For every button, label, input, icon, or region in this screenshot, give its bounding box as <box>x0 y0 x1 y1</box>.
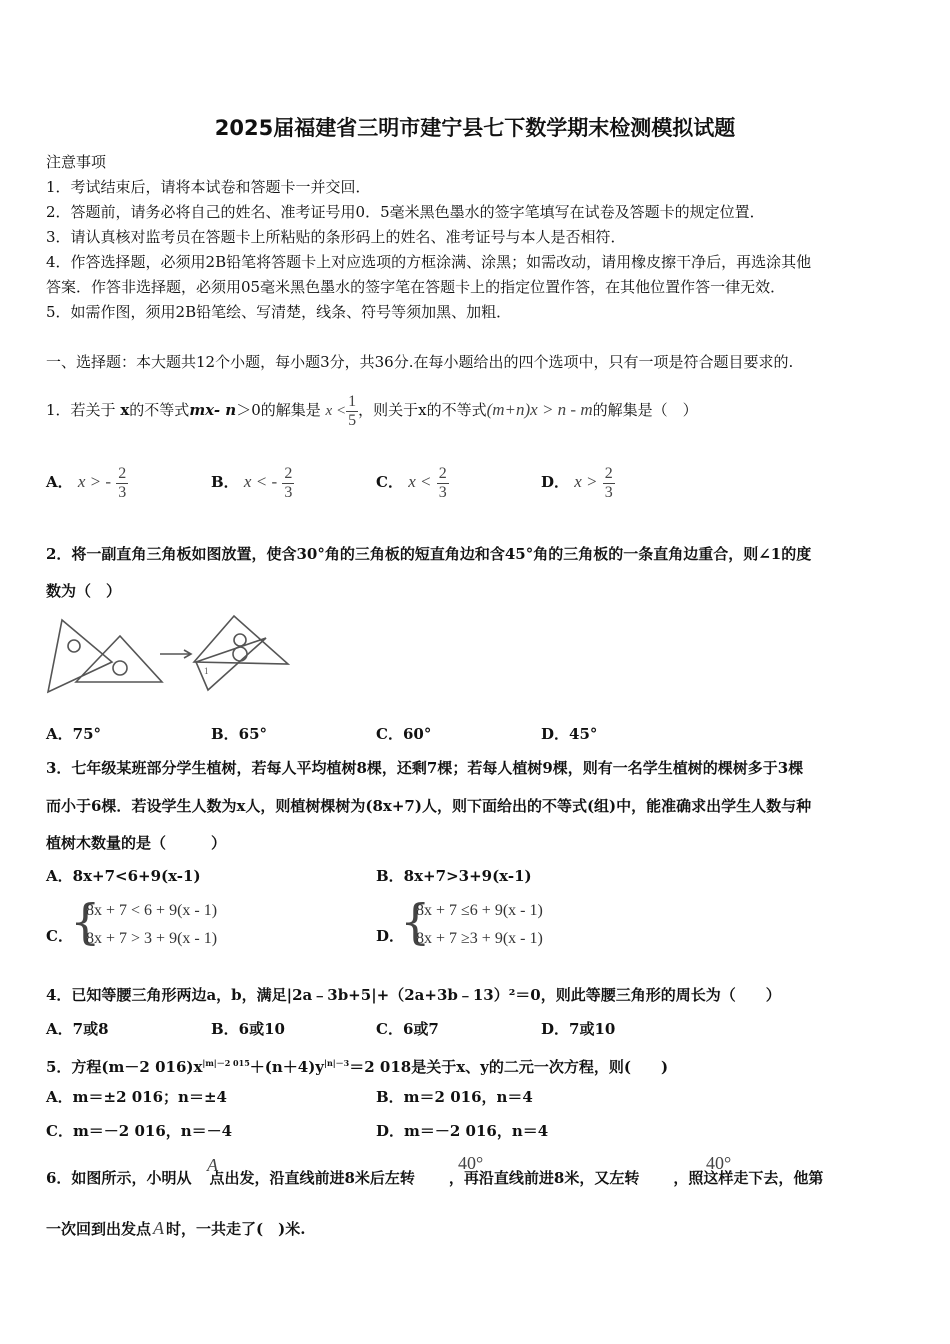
question-4: 4．已知等腰三角形两边a，b，满足|2a﹣3b+5|+（2a+3b﹣13）²＝0，则此等腰三角形的周长为（ ） <box>46 986 781 1004</box>
q6-text: 点出发，沿直线前进8米后左转 <box>209 1169 415 1187</box>
q1-var: x <box>120 401 130 419</box>
option-lhs: x > <box>574 472 598 491</box>
option-lhs: x < - <box>243 472 278 491</box>
q2-option-a[interactable]: A．75° <box>46 725 102 743</box>
notice-item-5: 5．如需作图，须用2B铅笔绘、写清楚，线条、符号等须加黑、加粗． <box>46 303 512 321</box>
angle-40-label: 40° <box>458 1153 484 1173</box>
q6-text: 时，一共走了( )米. <box>166 1220 306 1238</box>
system-row: 8x + 7 < 6 + 9(x - 1) <box>86 902 218 919</box>
system-row: 8x + 7 ≥3 + 9(x - 1) <box>416 930 543 947</box>
option-label: B． <box>211 473 239 491</box>
q5-option-b[interactable]: B．m＝2 016，n＝4 <box>376 1088 533 1106</box>
fraction-numerator: 2 <box>284 464 293 482</box>
q6-text: 一次回到出发点 <box>46 1220 152 1238</box>
q3-option-d-system[interactable] <box>416 897 543 953</box>
angle-label: 1 <box>204 666 209 676</box>
fraction-denominator: 3 <box>438 483 447 501</box>
section-heading: 一、选择题：本大题共12个小题，每小题3分，共36分.在每小题给出的四个选项中，只有一项是符合题目要求的. <box>46 353 794 371</box>
option-fraction <box>282 465 294 502</box>
q1-text: 若关于 <box>70 401 116 419</box>
triangle-45-right <box>194 616 288 664</box>
q5-option-d[interactable]: D．m＝－2 016，n＝4 <box>376 1122 549 1140</box>
page-title: 2025届福建省三明市建宁县七下数学期末检测模拟试题 <box>214 116 736 140</box>
notice-item-4: 4．作答选择题，必须用2B铅笔将答题卡上对应选项的方框涂满、涂黑；如需改动，请用橡皮擦干净后，再选涂其他 <box>46 253 812 271</box>
q5-exponent: |m|－2 015 <box>202 1058 250 1068</box>
question-3-line-2: 而小于6棵．若设学生人数为x人，则植树棵树为(8x+7)人，则下面给出的不等式(组)中，能准确求出学生人数与种 <box>46 797 812 815</box>
triangle-hole <box>113 661 127 675</box>
brace-icon: { <box>70 894 101 950</box>
q3-option-a[interactable]: A．8x+7<6+9(x-1) <box>46 867 201 885</box>
question-1 <box>46 390 698 430</box>
q4-option-b[interactable]: B．6或10 <box>211 1020 285 1038</box>
q2-option-b[interactable]: B．65° <box>211 725 268 743</box>
q1-number: 1． <box>46 401 71 419</box>
q1-text: ＞0的解集是 <box>236 401 321 419</box>
question-3-line-1: 3．七年级某班部分学生植树，若每人平均植树8棵，还剩7棵；若每人植树9棵，则有一名学生植树的棵树多于3棵 <box>46 759 804 777</box>
q4-option-c[interactable]: C．6或7 <box>376 1020 439 1038</box>
q3-option-c-label[interactable]: C． <box>46 927 73 945</box>
q2-triangle-figure <box>44 610 294 700</box>
option-fraction <box>437 465 449 502</box>
q1-expr: mx- n <box>189 401 237 419</box>
option-lhs: x > - <box>77 472 112 491</box>
question-2-line-2: 数为（ ） <box>46 582 122 600</box>
q5-text: ＋(n＋4)y <box>249 1058 325 1076</box>
q1-inequality: (m+n)x > n - m <box>486 400 593 419</box>
q5-option-a[interactable]: A．m＝±2 016；n＝±4 <box>46 1088 227 1106</box>
q3-option-d-label[interactable]: D． <box>376 927 405 945</box>
triangle-hole <box>68 640 80 652</box>
option-label: A． <box>46 473 73 491</box>
fraction-numerator: 2 <box>438 464 447 482</box>
option-label: C． <box>376 473 403 491</box>
q6-text: 6．如图所示，小明从 <box>46 1169 192 1187</box>
question-6-line-2 <box>46 1218 305 1239</box>
q5-text: ＝2 018是关于x、y的二元一次方程，则( ) <box>349 1058 669 1076</box>
triangle-hole <box>234 634 246 646</box>
q4-option-d[interactable]: D．7或10 <box>541 1020 616 1038</box>
fraction-denominator: 3 <box>604 483 613 501</box>
q3-option-c-system[interactable] <box>86 897 217 953</box>
brace-icon: { <box>400 894 431 950</box>
fraction-numerator: 2 <box>118 464 127 482</box>
system-row: 8x + 7 ≤6 + 9(x - 1) <box>416 902 543 919</box>
q2-option-c[interactable]: C．60° <box>376 725 432 743</box>
point-a-label: A <box>207 1155 218 1175</box>
q5-text: 5．方程(m－2 016)x <box>46 1058 203 1076</box>
option-fraction <box>116 465 128 502</box>
fraction-denominator: 3 <box>284 483 293 501</box>
notice-item-2: 2．答题前，请务必将自己的姓名、准考证号用0．5毫米黑色墨水的签字笔填写在试卷及答题卡的规定位置． <box>46 203 765 221</box>
point-a-label: A <box>153 1218 165 1238</box>
q1-var: x <box>418 401 427 419</box>
q1-text: 的不等式 <box>426 401 487 419</box>
fraction-numerator: 2 <box>604 464 613 482</box>
q4-option-a[interactable]: A．7或8 <box>46 1020 109 1038</box>
q3-option-b[interactable]: B．8x+7>3+9(x-1) <box>376 867 532 885</box>
question-5 <box>46 1053 668 1077</box>
angle-40-label: 40° <box>706 1153 732 1173</box>
fraction-denominator: 5 <box>348 411 357 429</box>
notice-item-3: 3．请认真核对监考员在答题卡上所粘贴的条形码上的姓名、准考证号与本人是否相符． <box>46 228 626 246</box>
q1-text: ，则关于 <box>358 401 419 419</box>
q1-text: 的不等式 <box>129 401 190 419</box>
notice-heading: 注意事项 <box>46 153 107 171</box>
question-2-line-1: 2．将一副直角三角板如图放置，使含30°角的三角板的短直角边和含45°角的三角板的一条直角边重合，则∠1的度 <box>46 545 812 563</box>
q1-solution-lhs: x < <box>325 403 347 419</box>
option-lhs: x < <box>408 472 432 491</box>
q1-option-c[interactable] <box>376 460 449 504</box>
fraction-numerator: 1 <box>348 392 357 410</box>
q1-option-d[interactable] <box>541 460 615 504</box>
q1-option-a[interactable] <box>46 460 128 504</box>
q1-text: 的解集是（ ） <box>592 401 698 419</box>
notice-item-1: 1．考试结束后，请将本试卷和答题卡一并交回． <box>46 178 371 196</box>
option-label: D． <box>541 473 570 491</box>
q6-text: ，再沿直线前进8米，又左转 <box>448 1169 640 1187</box>
notice-item-4-cont: 答案．作答非选择题，必须用05毫米黑色墨水的签字笔在答题卡上的指定位置作答，在其他位置作答一律无效． <box>46 278 786 296</box>
q5-exponent: |n|－3 <box>324 1058 350 1068</box>
q5-option-c[interactable]: C．m＝－2 016，n＝－4 <box>46 1122 233 1140</box>
q1-option-b[interactable] <box>211 460 294 504</box>
q2-option-d[interactable]: D．45° <box>541 725 598 743</box>
q6-text: ，照这样走下去，他第 <box>673 1169 824 1187</box>
fraction-denominator: 3 <box>118 483 127 501</box>
option-fraction <box>603 465 615 502</box>
question-3-line-3: 植树木数量的是（ ） <box>46 834 227 852</box>
system-row: 8x + 7 > 3 + 9(x - 1) <box>86 930 218 947</box>
q1-solution-fraction <box>346 393 358 430</box>
